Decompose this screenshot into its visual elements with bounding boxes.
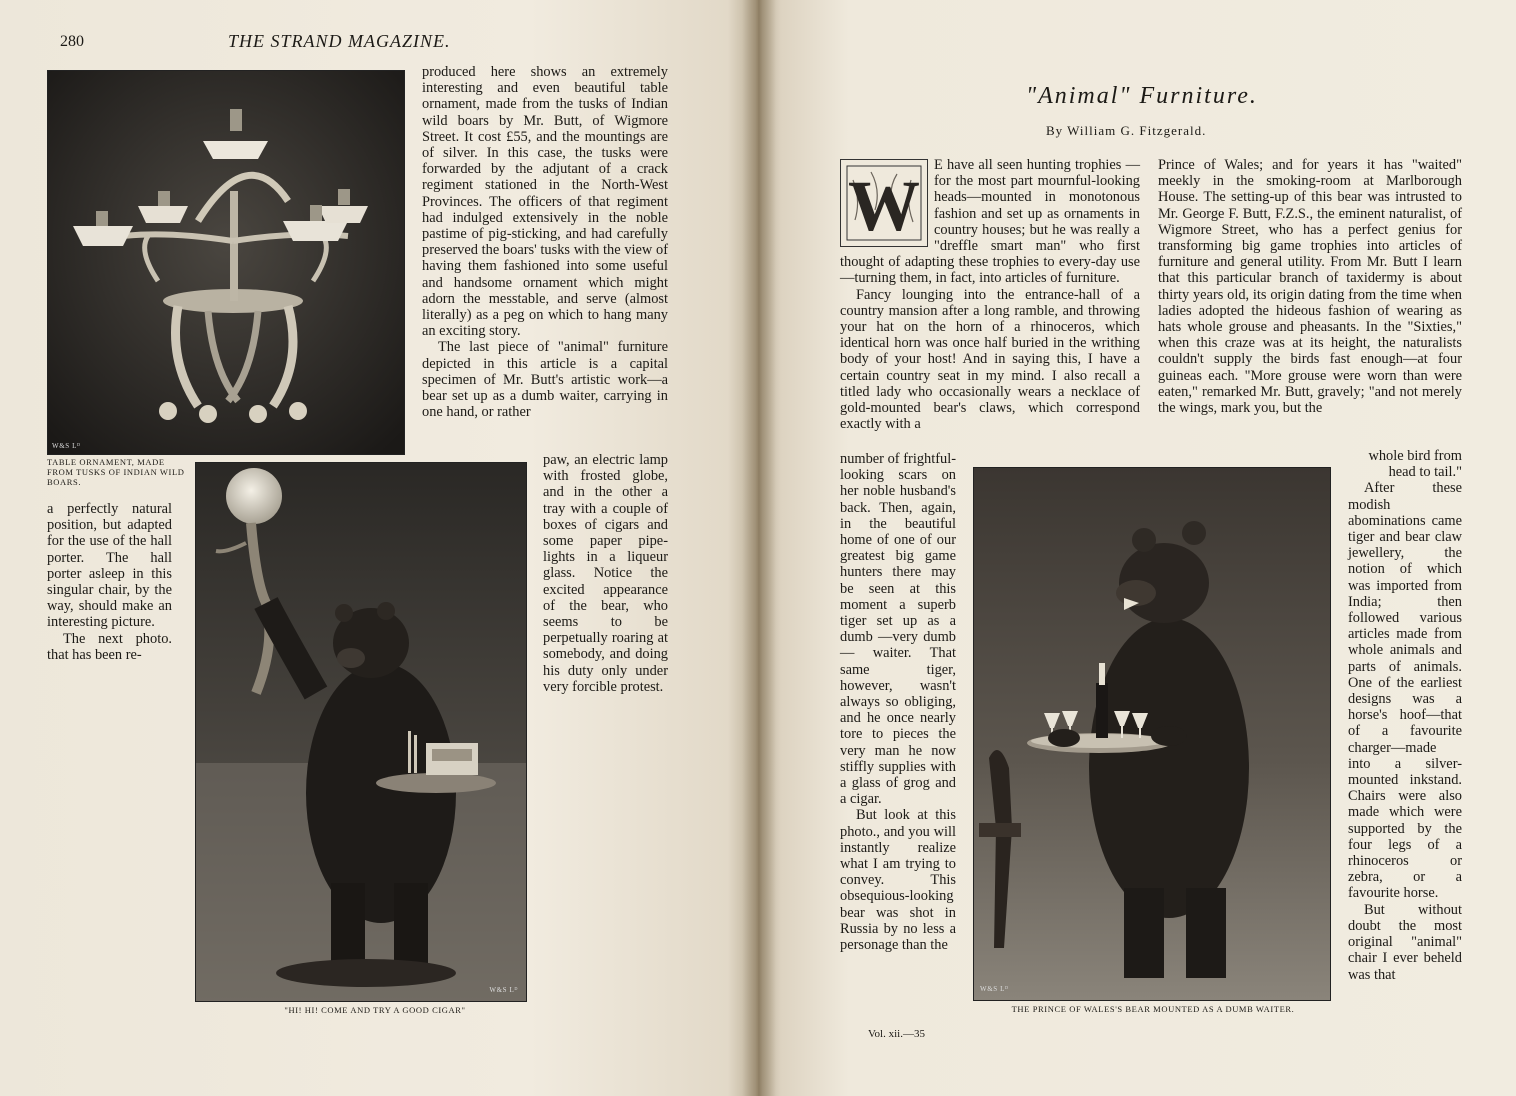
- dropcap-w-ornament: [840, 159, 928, 247]
- bear-dumb-waiter-illustration: [974, 468, 1330, 1000]
- left-page-column-left-narrow: [47, 501, 172, 663]
- paragraph: a perfectly natural position, but adapted for the use of the hall porter. The hall porter asleep in this singular chair, by the way, should make an interesting picture.: [47, 501, 172, 631]
- paragraph: Fancy lounging into the entrance-hall of a country mansion after a long ramble, and throwing your hat on the horn of a rhinoceros, which identical horn was once half buried in the writhing body of your host! And in saying this, I have a certain country seat in my mind. I also recall a titled lady who occasionally wears a necklace of gold-mounted bear's claws, which correspond exactly with a: [840, 286, 1140, 433]
- page-number: 280: [60, 33, 84, 50]
- right-page: [758, 0, 1516, 1096]
- bear-cigar-illustration: [196, 463, 526, 1001]
- article-title: "Animal" Furniture.: [1026, 83, 1258, 109]
- table-ornament-illustration: [48, 71, 404, 454]
- table-ornament-photo: [47, 70, 405, 455]
- paragraph: E have all seen hunting trophies —for the most part mournful-looking heads—mounted in monotonous fashion and set up as ornaments in country houses; but he was really a "dreffle smart man" who first thought of adapting these trophies to every-day use—turning them, in fact, into articles of furniture.: [840, 157, 1140, 287]
- paragraph: whole bird from head to tail.": [1368, 448, 1462, 481]
- paragraph: Prince of Wales; and for years it has "waited" meekly in the smoking-room at Marlborough House. The setting-up of this bear was intrusted to Mr. George F. Butt, F.Z.S., the eminent naturalist, of Wigmore Street, who has a perfect genius for transforming big game trophies into articles of furniture and general utility. From Mr. Butt I learn that this particular branch of taxidermy is about thirty years old, its origin dating from the time when ladies adopted the hideous fashion of wearing as hats whole grouse and pheasants. In the "Sixties," when this craze was at its height, the naturalists couldn't supply the birds fast enough—at four guineas each. "More grouse were worn than were eaten," remarked Mr. Butt, gravely; "and not merely the wings, mark you, but the: [1158, 157, 1462, 417]
- left-page-column-right-narrow: [543, 452, 668, 695]
- paragraph: But without doubt the most original "animal" chair I ever beheld was that: [1348, 901, 1462, 983]
- left-page-column-right: [422, 64, 668, 420]
- paragraph: number of frightful-looking scars on her noble husband's back. Then, again, in the beautiful home of one of our greatest big game hunters there may be seen at this moment a superb tiger set up as a dumb —very dumb— waiter. That same tiger, however, wasn't always so obliging, and he once nearly tore to pieces the very man he now stiffly supplies with a glass of grog and a cigar.: [840, 451, 956, 808]
- bear-dumb-waiter-photo: [973, 467, 1331, 1001]
- bear-dumb-waiter-caption: THE PRINCE OF WALES'S BEAR MOUNTED AS A DUMB WAITER.: [1011, 1004, 1295, 1014]
- paragraph: But look at this photo., and you will instantly realize what I am trying to convey. This obsequious-looking bear was shot in Russia by no less a personage than the: [840, 807, 956, 954]
- paragraph: paw, an electric lamp with frosted globe, and in the other a tray with a couple of boxes of cigars and some paper pipe-lights in a liqueur glass. Notice the excited appearance of the bear, who seems to be perpetually roaring at somebody, and doing his duty only under very forcible protest.: [543, 452, 668, 695]
- ornament-caption: TABLE ORNAMENT, MADE FROM TUSKS OF INDIAN WILD BOARS.: [47, 457, 185, 487]
- paragraph: The last piece of "animal" furniture depicted in this article is a capital specimen of Mr. Butt's artistic work—a bear set up as a dumb waiter, carrying in one hand, or rather: [422, 339, 668, 421]
- book-gutter: [742, 0, 776, 1096]
- photo-credit-mark: W&S Lᴰ: [52, 442, 81, 450]
- bear-cigar-caption: "HI! HI! COME AND TRY A GOOD CIGAR": [284, 1005, 466, 1015]
- paragraph: produced here shows an extremely interesting and even beautiful table ornament, made from the tusks of Indian wild boars by Mr. Butt, of Wigmore Street. It cost £55, and the mountings are of silver. In this case, the tusks were forwarded by the adjutant of a crack regiment stationed in the North-West Provinces. The officers of that regiment had indulged extensively in the noble pastime of pig-sticking, and had carefully preserved the boars' tusks with the view of having them fashioned into some useful and handsome ornament which might adorn the messtable, and serve (almost literally) as a peg on which to hang many an exciting story.: [422, 64, 668, 340]
- right-page-column-2: [1158, 157, 1462, 416]
- right-page-column-1-narrow: [840, 451, 956, 953]
- bear-cigar-photo: [195, 462, 527, 1002]
- photo-credit-mark: W&S Lᴰ: [980, 985, 1009, 993]
- paragraph: After these modish abominations came tiger and bear claw jewellery, the notion of which was imported from India; then followed various articles made from whole animals and parts of animals. One of the earliest designs was a horse's hoof—that of a favourite charger—made into a silver-mounted inkstand. Chairs were also made which were supported by the four legs of a rhinoceros or zebra, or a favourite horse.: [1348, 480, 1462, 902]
- article-byline: By William G. Fitzgerald.: [1046, 123, 1207, 138]
- right-page-column-1: [840, 157, 1140, 432]
- paragraph: The next photo. that has been re-: [47, 630, 172, 663]
- running-head: THE STRAND MAGAZINE.: [228, 31, 451, 51]
- svg-text:W: W: [848, 166, 920, 246]
- volume-signature: Vol. xii.—35: [868, 1028, 925, 1040]
- photo-credit-mark: W&S Lᴰ: [489, 986, 518, 994]
- right-page-column-2-narrow: [1348, 448, 1462, 983]
